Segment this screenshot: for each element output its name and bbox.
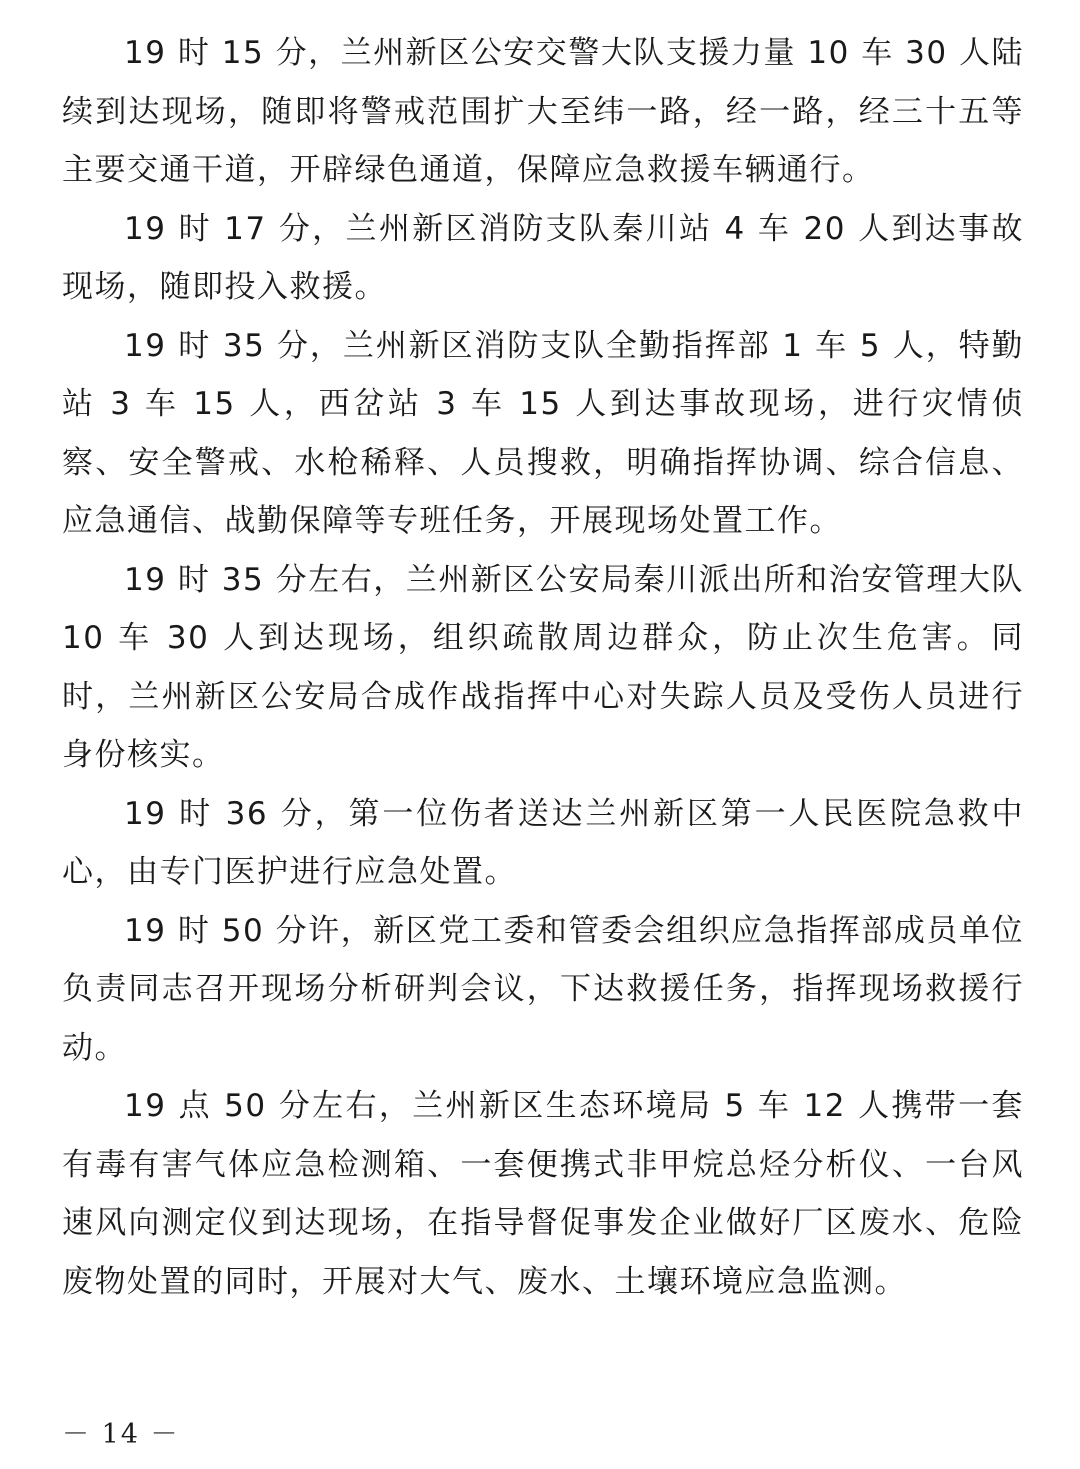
page-number: － 14 － [62,1419,180,1450]
paragraph-qinchuan-fire-station: 19 时 17 分，兰州新区消防支队秦川站 4 车 20 人到达事故现场，随即投入救援。 [62,210,1024,305]
paragraph-public-security: 19 时 35 分左右，兰州新区公安局秦川派出所和治安管理大队 10 车 30 人到达现场，组织疏散周边群众，防止次生危害。同时，兰州新区公安局合成作战指挥中心对失踪人员及受伤人员进行身份核实。 [62,561,1024,773]
paragraph-environment-bureau: 19 点 50 分左右，兰州新区生态环境局 5 车 12 人携带一套有毒有害气体应急检测箱、一套便携式非甲烷总烃分析仪、一台风速风向测定仪到达现场，在指导督促事发企业做好厂区废水、危险废物处置的同时，开展对大气、废水、土壤环境应急监测。 [62,1088,1024,1300]
paragraph-traffic-police: 19 时 15 分，兰州新区公安交警大队支援力量 10 车 30 人陆续到达现场，随即将警戒范围扩大至纬一路，经一路，经三十五等主要交通干道，开辟绿色通道，保障应急救援车辆通行。 [62,35,1024,188]
document-body [62,24,1024,1311]
paragraph-first-injured: 19 时 36 分，第一位伤者送达兰州新区第一人民医院急救中心，由专门医护进行应急处置。 [62,795,1024,890]
paragraph-command-meeting: 19 时 50 分许，新区党工委和管委会组织应急指挥部成员单位负责同志召开现场分析研判会议，下达救援任务，指挥现场救援行动。 [62,912,1024,1066]
paragraph-fire-command: 19 时 35 分，兰州新区消防支队全勤指挥部 1 车 5 人，特勤站 3 车 15 人，西岔站 3 车 15 人到达事故现场，进行灾情侦察、安全警戒、水枪稀释、人员搜救，明确指挥协调、综合信息、应急通信、战勤保障等专班任务，开展现场处置工作。 [62,327,1024,539]
